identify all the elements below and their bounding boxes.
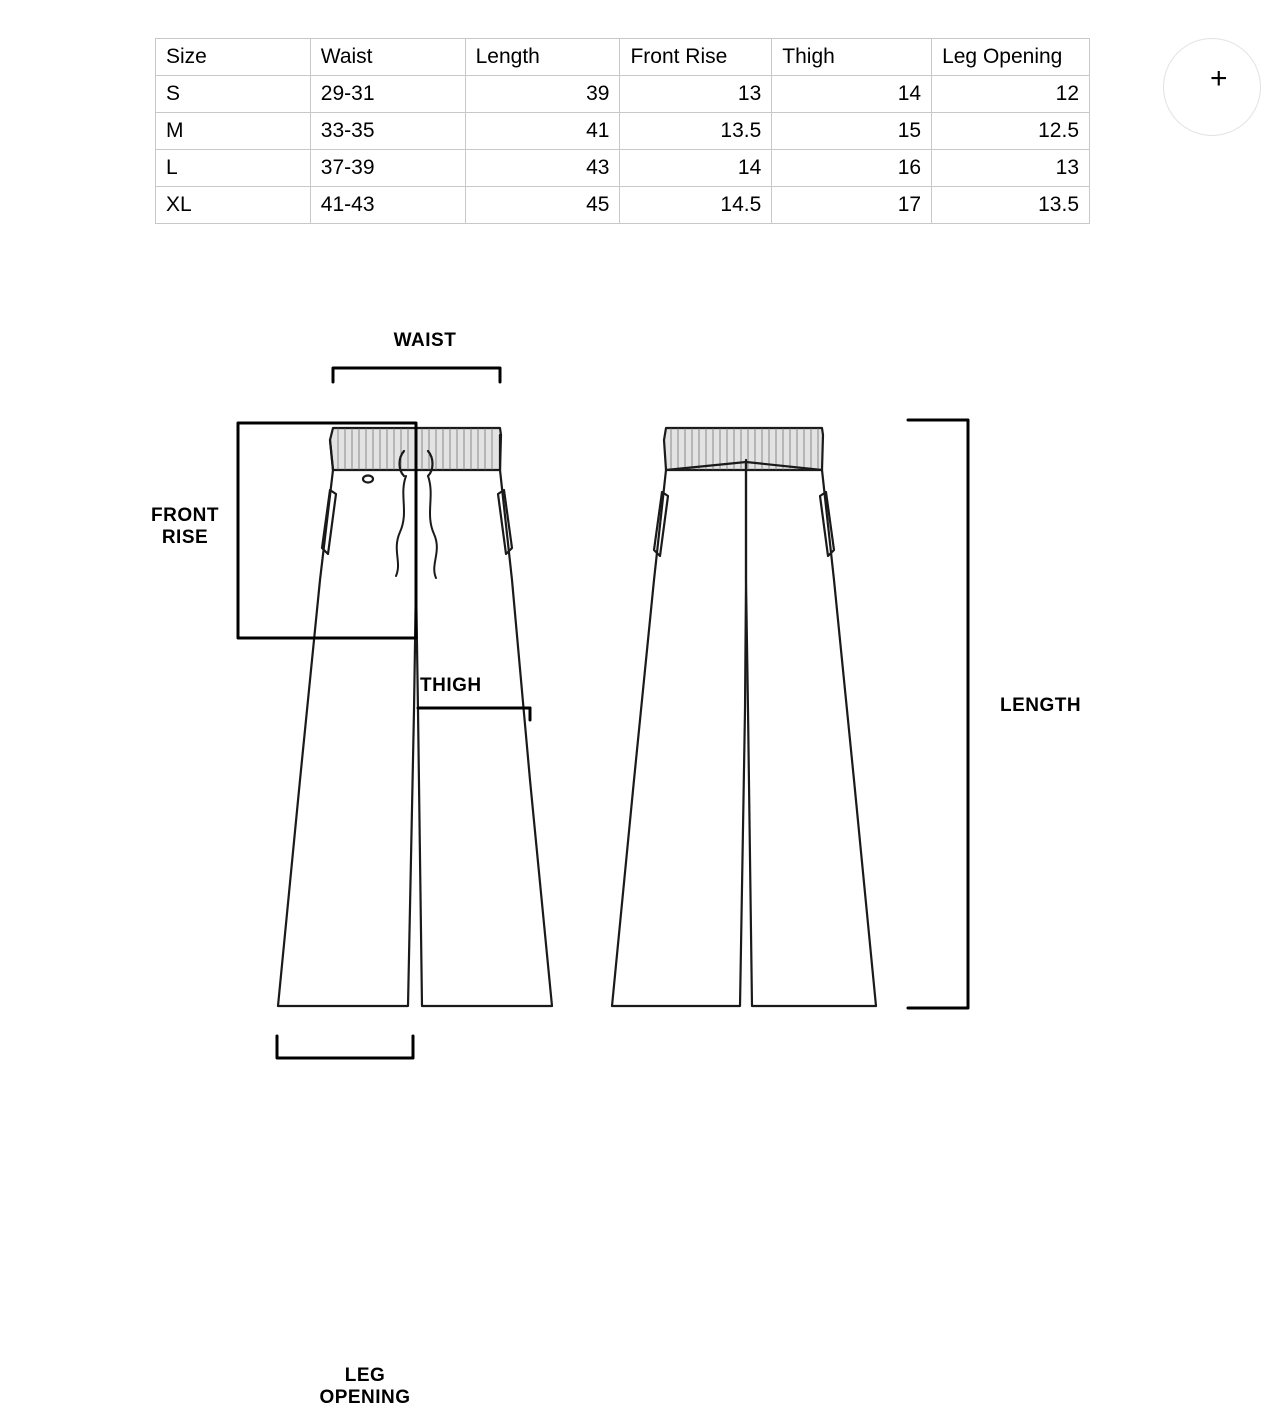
label-front-rise bbox=[120, 505, 250, 549]
measure-brackets bbox=[238, 368, 968, 1058]
cell-front-rise: 14 bbox=[620, 150, 772, 187]
cell-leg-opening: 13 bbox=[932, 150, 1090, 187]
back-view-group bbox=[612, 428, 876, 1006]
table-row bbox=[156, 187, 1090, 224]
cell-leg-opening: 13.5 bbox=[932, 187, 1090, 224]
column-header-front-rise: Front Rise bbox=[620, 39, 772, 76]
cell-front-rise: 13 bbox=[620, 76, 772, 113]
leg-opening-bracket bbox=[277, 1036, 413, 1058]
cell-thigh: 15 bbox=[772, 113, 932, 150]
cell-length: 45 bbox=[465, 187, 620, 224]
label-front-rise-line1: FRONT bbox=[151, 505, 219, 526]
label-length: LENGTH bbox=[1000, 695, 1082, 716]
cell-length: 41 bbox=[465, 113, 620, 150]
column-header-waist: Waist bbox=[310, 39, 465, 76]
length-bracket bbox=[908, 420, 968, 1008]
column-header-size: Size bbox=[156, 39, 311, 76]
cell-front-rise: 14.5 bbox=[620, 187, 772, 224]
cell-size: S bbox=[156, 76, 311, 113]
label-thigh: THIGH bbox=[420, 675, 482, 696]
cell-thigh: 17 bbox=[772, 187, 932, 224]
cell-waist: 29-31 bbox=[310, 76, 465, 113]
cell-thigh: 16 bbox=[772, 150, 932, 187]
size-chart-table-container bbox=[155, 38, 1228, 224]
crosshair-cursor-icon: + bbox=[1210, 62, 1228, 95]
cell-length: 43 bbox=[465, 150, 620, 187]
table-header-row bbox=[156, 39, 1090, 76]
label-leg-opening-line2: OPENING bbox=[319, 1387, 411, 1408]
cell-size: XL bbox=[156, 187, 311, 224]
cell-size: L bbox=[156, 150, 311, 187]
cell-waist: 41-43 bbox=[310, 187, 465, 224]
pants-technical-drawing bbox=[0, 280, 1284, 1168]
table-row bbox=[156, 113, 1090, 150]
cell-waist: 37-39 bbox=[310, 150, 465, 187]
label-front-rise-line2: RISE bbox=[161, 527, 209, 548]
size-chart-table bbox=[155, 38, 1090, 224]
waist-bracket bbox=[333, 368, 500, 382]
measurement-diagram bbox=[0, 280, 1284, 1408]
cell-leg-opening: 12.5 bbox=[932, 113, 1090, 150]
cell-size: M bbox=[156, 113, 311, 150]
label-leg-opening-line1: LEG bbox=[344, 1365, 386, 1386]
cell-length: 39 bbox=[465, 76, 620, 113]
column-header-leg-opening: Leg Opening bbox=[932, 39, 1090, 76]
cell-leg-opening: 12 bbox=[932, 76, 1090, 113]
table-row bbox=[156, 150, 1090, 187]
cell-waist: 33-35 bbox=[310, 113, 465, 150]
table-row bbox=[156, 76, 1090, 113]
cell-thigh: 14 bbox=[772, 76, 932, 113]
label-waist: WAIST bbox=[393, 330, 457, 351]
label-leg-opening bbox=[280, 1365, 450, 1409]
column-header-length: Length bbox=[465, 39, 620, 76]
column-header-thigh: Thigh bbox=[772, 39, 932, 76]
cell-front-rise: 13.5 bbox=[620, 113, 772, 150]
